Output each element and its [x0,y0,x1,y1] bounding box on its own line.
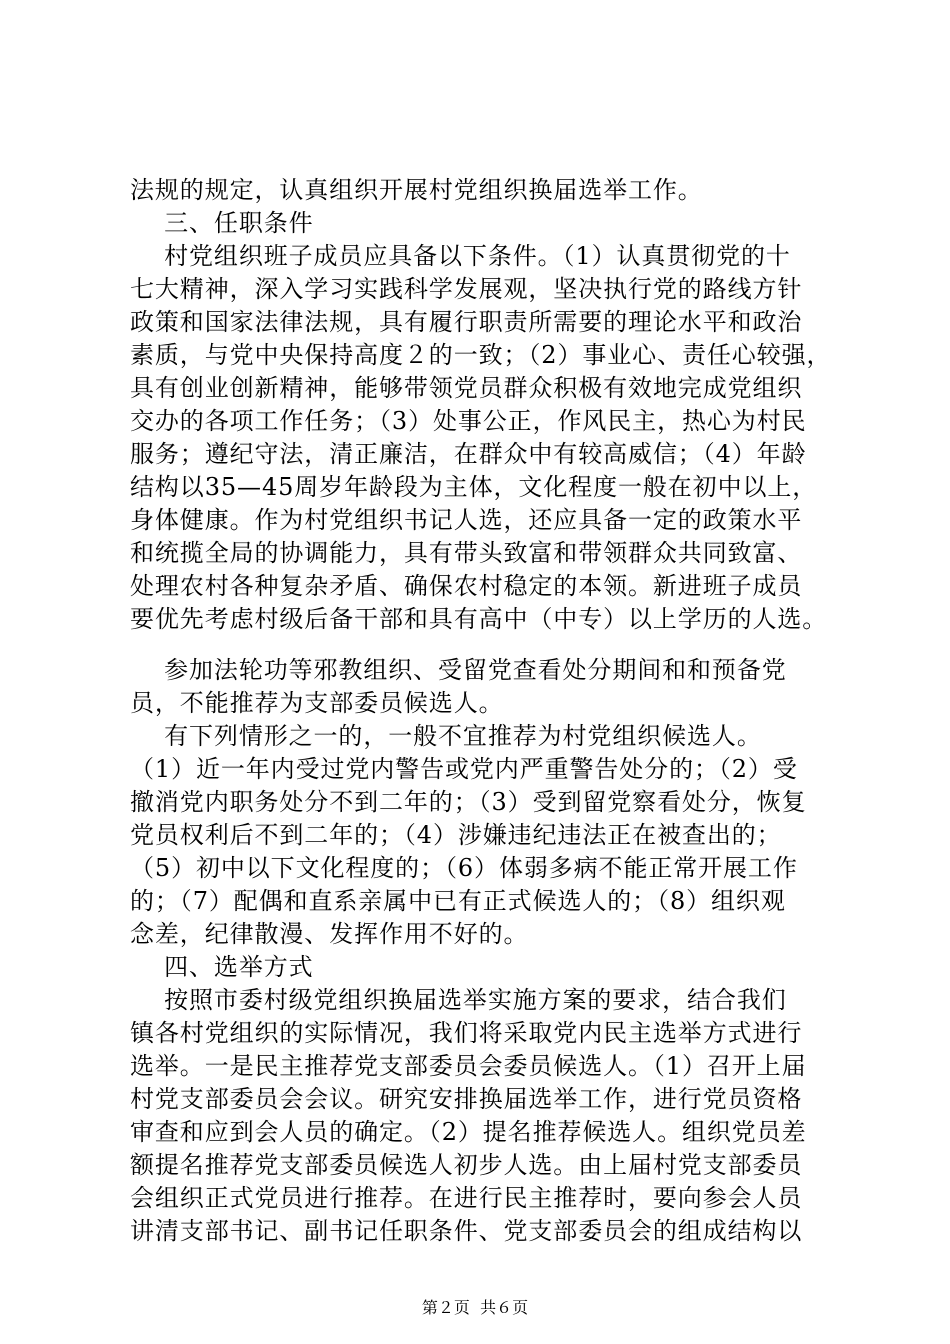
text-line: 服务；遵纪守法，清正廉洁，在群众中有较高威信；（4）年龄 [130,440,807,468]
text-line: 结构以35—45周岁年龄段为主体，文化程度一般在初中以上， [130,473,818,501]
text-line: 镇各村党组织的实际情况，我们将采取党内民主选举方式进行 [130,1019,803,1047]
text-line: （1）近一年内受过党内警告或党内严重警告处分的；（2）受 [130,755,798,783]
text-line: 会组织正式党员进行推荐。在进行民主推荐时，要向参会人员 [130,1184,803,1212]
text-line: 党员权利后不到二年的；（4）涉嫌违纪违法正在被查出的； [130,821,782,849]
text-line: 具有创业创新精神，能够带领党员群众积极有效地完成党组织 [130,374,803,402]
text-line: 交办的各项工作任务；（3）处事公正，作风民主，热心为村民 [130,407,807,435]
page-number-footer: 第２页 共６页 [421,1298,529,1317]
text-line: 念差，纪律散漫、发挥作用不好的。 [130,920,529,948]
text-line: 员，不能推荐为支部委员候选人。 [130,689,504,717]
text-line: 审查和应到会人员的确定。（2）提名推荐候选人。组织党员差 [130,1118,807,1146]
text-line: 额提名推荐党支部委员候选人初步人选。由上届村党支部委员 [130,1151,803,1179]
text-line: 村党支部委员会会议。研究安排换届选举工作，进行党员资格 [130,1085,803,1113]
text-line: 有下列情形之一的，一般不宜推荐为村党组织候选人。 [130,722,762,750]
text-line: 撤消党内职务处分不到二年的；（3）受到留党察看处分，恢复 [130,788,807,816]
text-line: 身体健康。作为村党组织书记人选，还应具备一定的政策水平 [130,506,803,534]
text-line: 法规的规定，认真组织开展村党组织换届选举工作。 [130,176,703,204]
text-line: 选举。一是民主推荐党支部委员会委员候选人。（1）召开上届 [130,1052,807,1080]
text-line: 处理农村各种复杂矛盾、确保农村稳定的本领。新进班子成员 [130,572,803,600]
text-line: 的；（7）配偶和直系亲属中已有正式候选人的；（8）组织观 [130,887,786,915]
text-line: （5）初中以下文化程度的；（6）体弱多病不能正常开展工作 [130,854,798,882]
text-line: 七大精神，深入学习实践科学发展观，坚决执行党的路线方针 [130,275,803,303]
text-line: 村党组织班子成员应具备以下条件。（1）认真贯彻党的十 [130,242,791,270]
text-line: 按照市委村级党组织换届选举实施方案的要求，结合我们 [130,986,787,1014]
text-line: 讲清支部书记、副书记任职条件、党支部委员会的组成结构以 [130,1217,803,1245]
text-line: 素质，与党中央保持高度２的一致；（2）事业心、责任心较强， [130,341,832,369]
text-line: 政策和国家法律法规，具有履行职责所需要的理论水平和政治 [130,308,803,336]
text-line: 要优先考虑村级后备干部和具有高中（中专）以上学历的人选。 [130,605,828,633]
text-line: 和统揽全局的协调能力，具有带头致富和带领群众共同致富、 [130,539,803,567]
text-line: 参加法轮功等邪教组织、受留党查看处分期间和和预备党 [130,656,787,684]
section-heading: 三、任职条件 [130,209,314,237]
section-heading: 四、选举方式 [130,953,314,981]
